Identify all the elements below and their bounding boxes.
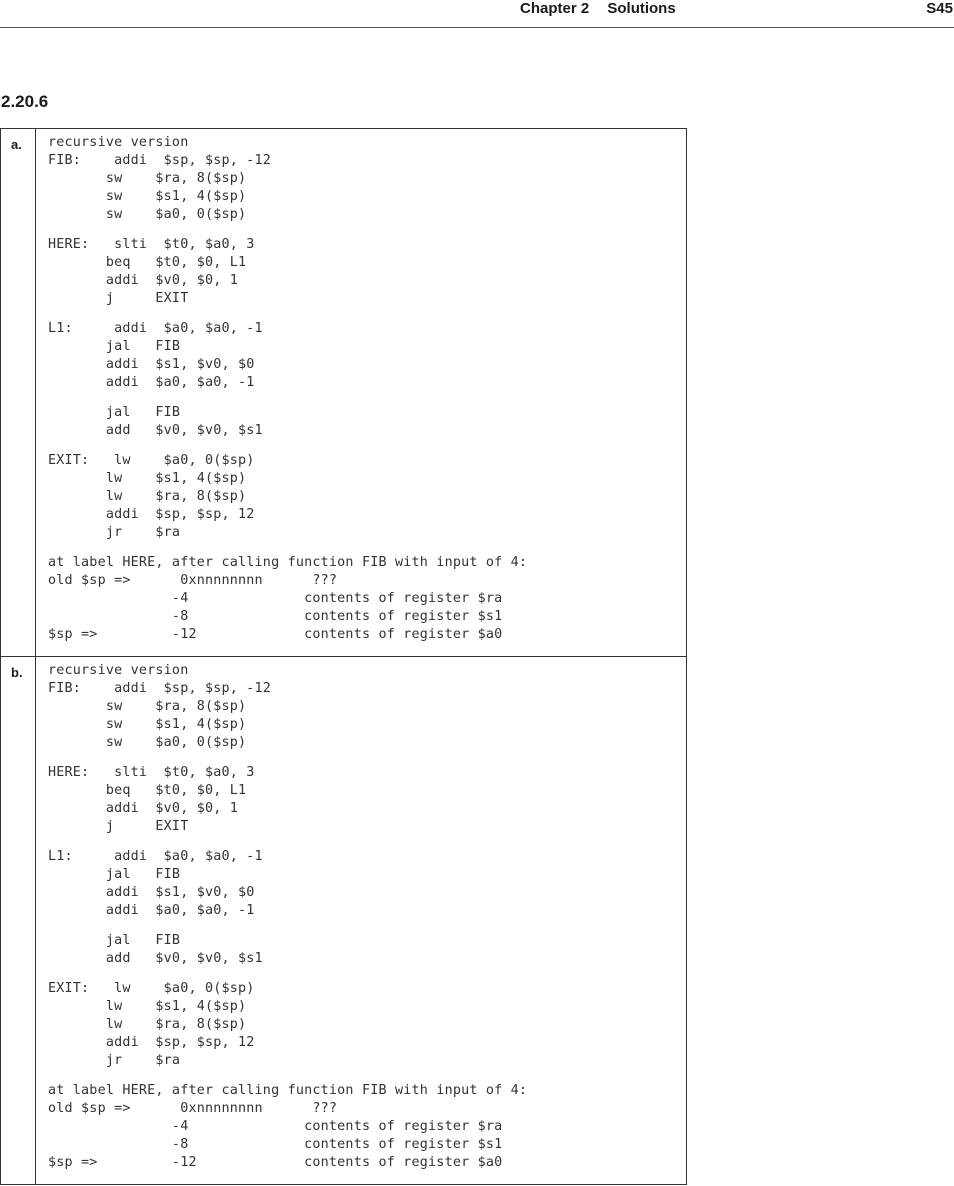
- section-title: 2.20.6: [1, 92, 49, 111]
- running-head: [520, 0, 676, 18]
- code-block: recursive version FIB: addi $sp, $sp, -12 sw $ra, 8($sp) sw $s1, 4($sp) sw $a0, 0($sp): [48, 663, 272, 750]
- code-block: L1: addi $a0, $a0, -1 jal FIB addi $s1, $v0, $0 addi $a0, $a0, -1: [48, 849, 263, 918]
- part-a-code: [36, 129, 687, 657]
- code-block: HERE: slti $t0, $a0, 3 beq $t0, $0, L1 addi $v0, $0, 1 j EXIT: [48, 765, 255, 834]
- section-label: Solutions: [607, 0, 676, 17]
- stack-layout-block: at label HERE, after calling function FIB with input of 4: old $sp => 0xnnnnnnnn ??? -4 contents of register $ra -8 contents of register $s1 $sp => -12 contents of register $a0: [48, 555, 528, 642]
- code-block: EXIT: lw $a0, 0($sp) lw $s1, 4($sp) lw $ra, 8($sp) addi $sp, $sp, 12 jr $ra: [48, 453, 255, 540]
- code-block: EXIT: lw $a0, 0($sp) lw $s1, 4($sp) lw $ra, 8($sp) addi $sp, $sp, 12 jr $ra: [48, 981, 255, 1068]
- page-number: S45: [926, 0, 953, 17]
- stack-layout-block: at label HERE, after calling function FIB with input of 4: old $sp => 0xnnnnnnnn ??? -4 contents of register $ra -8 contents of register $s1 $sp => -12 contents of register $a0: [48, 1083, 528, 1170]
- header-rule: [0, 27, 954, 28]
- part-b-label: b.: [1, 657, 36, 1185]
- code-block: recursive version FIB: addi $sp, $sp, -12 sw $ra, 8($sp) sw $s1, 4($sp) sw $a0, 0($sp): [48, 135, 272, 222]
- part-a-label: a.: [1, 129, 36, 657]
- part-b-code: [36, 657, 687, 1185]
- code-block: HERE: slti $t0, $a0, 3 beq $t0, $0, L1 addi $v0, $0, 1 j EXIT: [48, 237, 255, 306]
- chapter-label: Chapter 2: [520, 0, 590, 17]
- code-block: jal FIB add $v0, $v0, $s1: [105, 933, 263, 966]
- part-b-row: [1, 657, 687, 1185]
- solutions-table: [0, 128, 687, 1185]
- code-block: L1: addi $a0, $a0, -1 jal FIB addi $s1, $v0, $0 addi $a0, $a0, -1: [48, 321, 263, 390]
- part-a-row: [1, 129, 687, 657]
- code-block: jal FIB add $v0, $v0, $s1: [105, 405, 263, 438]
